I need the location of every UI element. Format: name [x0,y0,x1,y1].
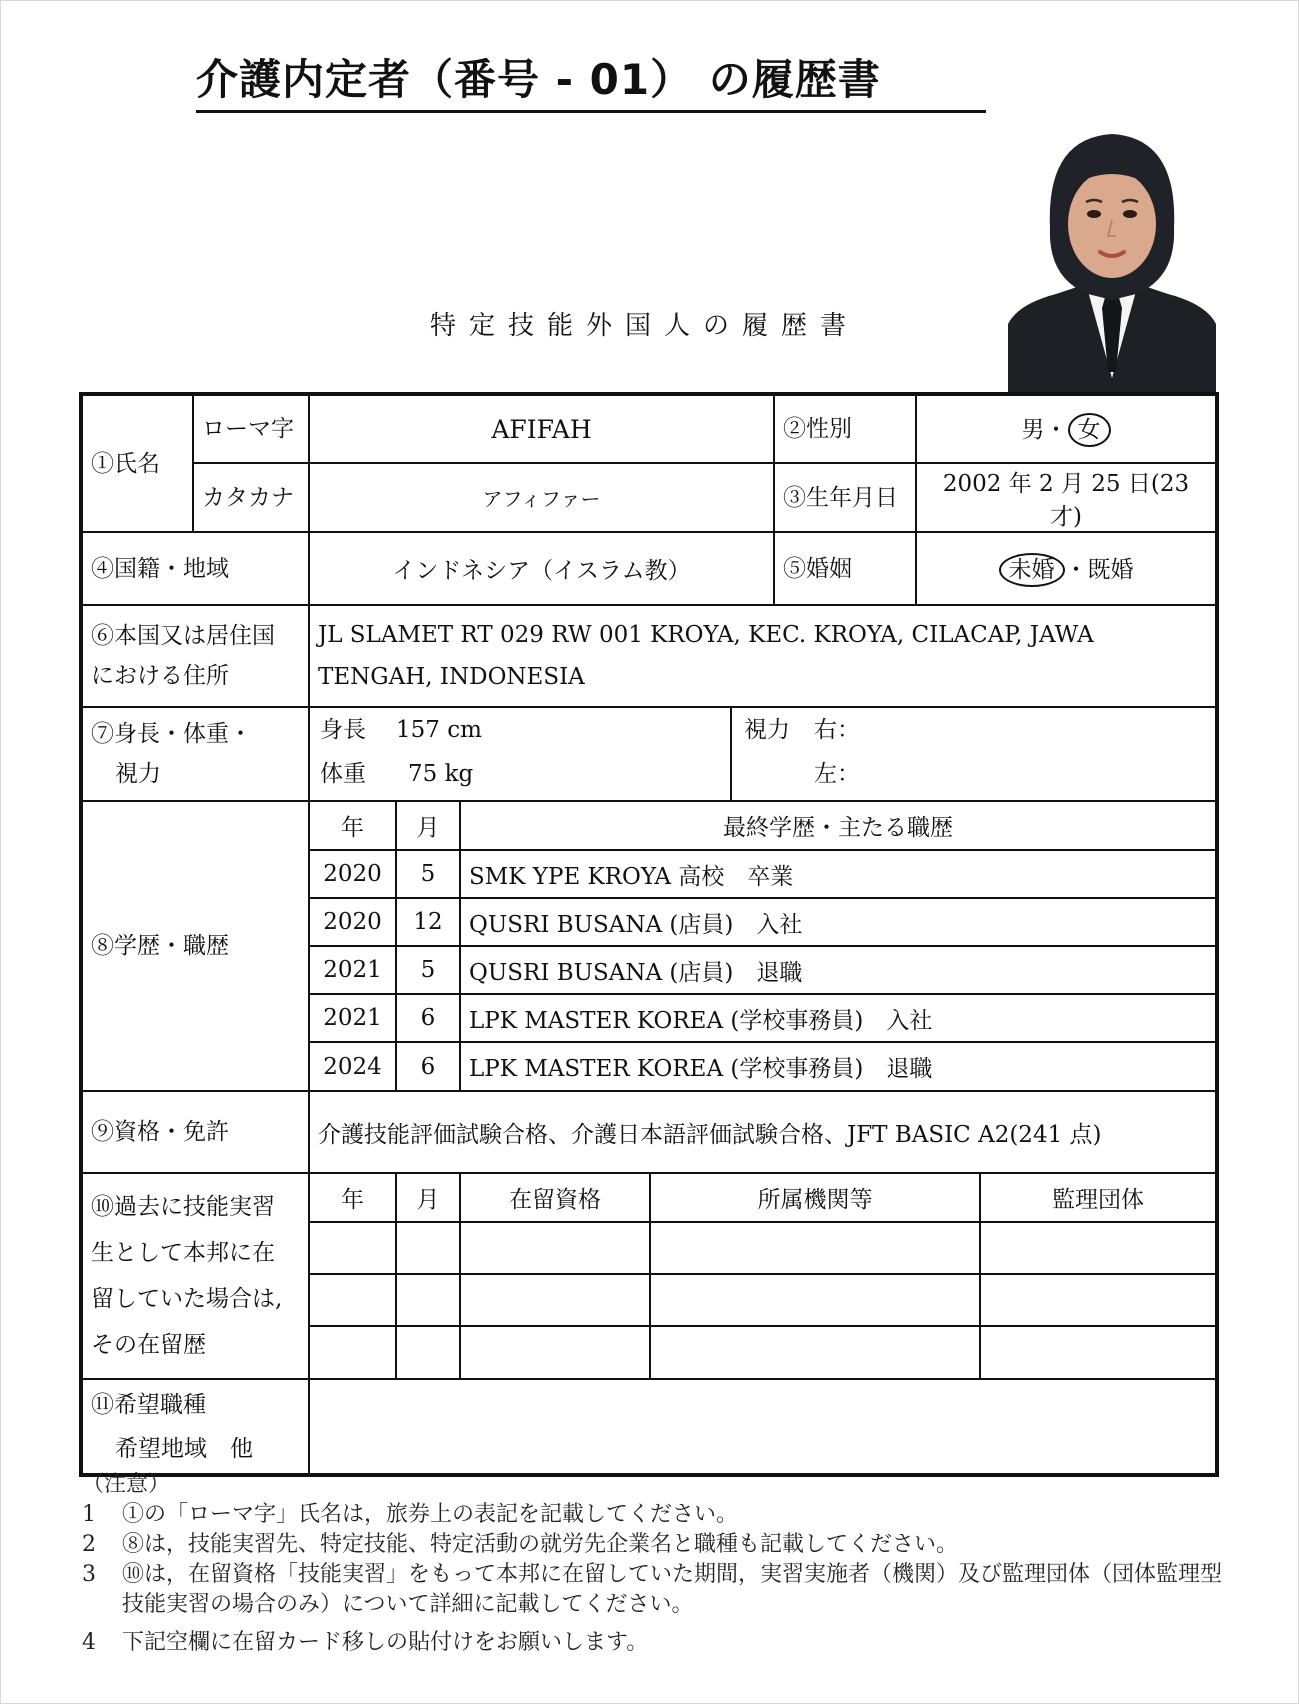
weight-label: 体重 [320,761,366,787]
trainee-history-label [81,1173,309,1379]
desired-label-line-1: ⑪希望職種 [91,1391,206,1418]
trainee-history-cell [309,1173,1217,1379]
name-label: ①氏名 [81,394,193,532]
sex-value [916,394,1217,463]
empty-cell [310,1222,396,1274]
desired-label [81,1379,309,1475]
marriage-single-circled: 未婚 [999,553,1065,587]
empty-cell [310,1274,396,1326]
education-label: ⑧学歴・職歴 [81,801,309,1091]
physical-label-line-1: ⑦身長・体重・ [91,721,252,747]
sex-separator: ・ [1044,417,1068,443]
vision-left-label: 左： [814,761,860,787]
resume-table [79,392,1219,1477]
note-item [82,1628,1222,1658]
education-desc: SMK YPE KROYA 高校 卒業 [460,850,1215,898]
table-row [310,1222,1215,1274]
sex-label: ②性別 [774,394,916,463]
notes-section [82,1470,1222,1658]
trainee-history-table [310,1174,1215,1378]
physical-cell [309,707,1217,801]
education-desc: LPK MASTER KOREA (学校事務員) 退職 [460,1042,1215,1090]
note-text: ⑧は，技能実習先、特定技能、特定活動の就労先企業名と職種も記載してください。 [122,1532,959,1557]
education-col-desc: 最終学歴・主たる職歴 [460,802,1215,850]
weight-value: 75 kg [408,761,474,787]
education-desc: QUSRI BUSANA (店員) 退職 [460,946,1215,994]
education-month: 5 [396,946,460,994]
height-label: 身長 [320,717,366,743]
empty-cell [980,1222,1215,1274]
note-text: 下記空欄に在留カード移しの貼付けをお願いします。 [122,1630,649,1655]
trainee-label-line-2: 生として本邦に在 [91,1240,275,1266]
table-row [310,994,1215,1042]
address-value: JL SLAMET RT 029 RW 001 KROYA, KEC. KROYA, CILACAP, JAWA TENGAH, INDONESIA [309,605,1217,707]
education-year: 2021 [310,946,396,994]
vision-label: 視力 [744,717,790,743]
education-col-month: 月 [396,802,460,850]
table-row [310,1326,1215,1378]
education-col-year: 年 [310,802,396,850]
address-label-line-1: ⑥本国又は居住国 [91,623,275,649]
marriage-label: ⑤婚姻 [774,532,916,605]
vision-block [732,708,872,800]
table-row [310,946,1215,994]
note-number: 1 [82,1502,96,1527]
education-month: 12 [396,898,460,946]
table-row [310,1042,1215,1090]
katakana-label: カタカナ [193,463,309,532]
table-row [310,1274,1215,1326]
notes-heading: （注意） [82,1472,171,1497]
education-month: 6 [396,994,460,1042]
qualification-label: ⑨資格・免許 [81,1091,309,1173]
height-value: 157 cm [396,717,482,743]
trainee-col-org: 所属機関等 [650,1174,980,1222]
education-desc: LPK MASTER KOREA (学校事務員) 入社 [460,994,1215,1042]
romaji-label: ローマ字 [193,394,309,463]
education-table [310,802,1215,1090]
empty-cell [980,1326,1215,1378]
education-cell [309,801,1217,1091]
education-month: 5 [396,850,460,898]
sex-female-circled: 女 [1068,413,1111,447]
katakana-value: アフィファー [309,463,774,532]
marriage-married: 既婚 [1087,556,1134,583]
empty-cell [460,1274,650,1326]
address-label [81,605,309,707]
empty-cell [650,1222,980,1274]
education-year: 2021 [310,994,396,1042]
table-row [310,898,1215,946]
note-item [82,1500,1222,1530]
desired-label-line-2: 希望地域 他 [115,1435,253,1462]
physical-label-line-2: 視力 [115,761,161,787]
birth-label: ③生年月日 [774,463,916,532]
page-title: 介護内定者（番号 - 01） の履歴書 [196,52,986,113]
empty-cell [460,1222,650,1274]
marriage-separator: ・ [1064,556,1088,583]
applicant-photo [1008,128,1216,392]
qualification-value: 介護技能評価試験合格、介護日本語評価試験合格、JFT BASIC A2(241 点) [309,1091,1217,1173]
education-year: 2020 [310,850,396,898]
trainee-col-status: 在留資格 [460,1174,650,1222]
education-month: 6 [396,1042,460,1090]
trainee-label-line-3: 留していた場合は, [91,1286,283,1312]
birth-value: 2002 年 2 月 25 日(23 才) [916,463,1217,532]
address-label-line-2: における住所 [91,663,229,689]
empty-cell [980,1274,1215,1326]
empty-cell [310,1326,396,1378]
note-number: 2 [82,1532,96,1557]
note-item [82,1560,1222,1620]
education-desc: QUSRI BUSANA (店員) 入社 [460,898,1215,946]
desired-value [309,1379,1217,1475]
trainee-label-line-1: ⑩過去に技能実習 [91,1194,275,1220]
trainee-col-year: 年 [310,1174,396,1222]
nationality-value: インドネシア（イスラム教） [309,532,774,605]
empty-cell [460,1326,650,1378]
education-year: 2020 [310,898,396,946]
empty-cell [396,1222,460,1274]
physical-label [81,707,309,801]
nationality-label: ④国籍・地域 [81,532,309,605]
form-title: 特定技能外国人の履歴書 [430,311,860,341]
romaji-value: AFIFAH [309,394,774,463]
table-row [310,850,1215,898]
note-text: ①の「ローマ字」氏名は，旅券上の表記を記載してください。 [122,1502,739,1527]
trainee-col-supervisor: 監理団体 [980,1174,1215,1222]
height-weight-block [310,708,732,800]
marriage-value [916,532,1217,605]
note-number: 3 [82,1562,96,1587]
education-year: 2024 [310,1042,396,1090]
sex-male: 男 [1021,417,1045,443]
note-text: ⑩は，在留資格「技能実習」をもって本邦に在留していた期間，実習実施者（機関）及び監理団体（団体監理型技能実習の場合のみ）について詳細に記載してください。 [122,1562,1223,1617]
vision-right-label: 右： [814,717,860,743]
empty-cell [650,1326,980,1378]
empty-cell [396,1274,460,1326]
empty-cell [650,1274,980,1326]
empty-cell [396,1326,460,1378]
trainee-col-month: 月 [396,1174,460,1222]
trainee-label-line-4: その在留歴 [91,1332,206,1358]
note-item [82,1530,1222,1560]
note-number: 4 [82,1630,96,1655]
